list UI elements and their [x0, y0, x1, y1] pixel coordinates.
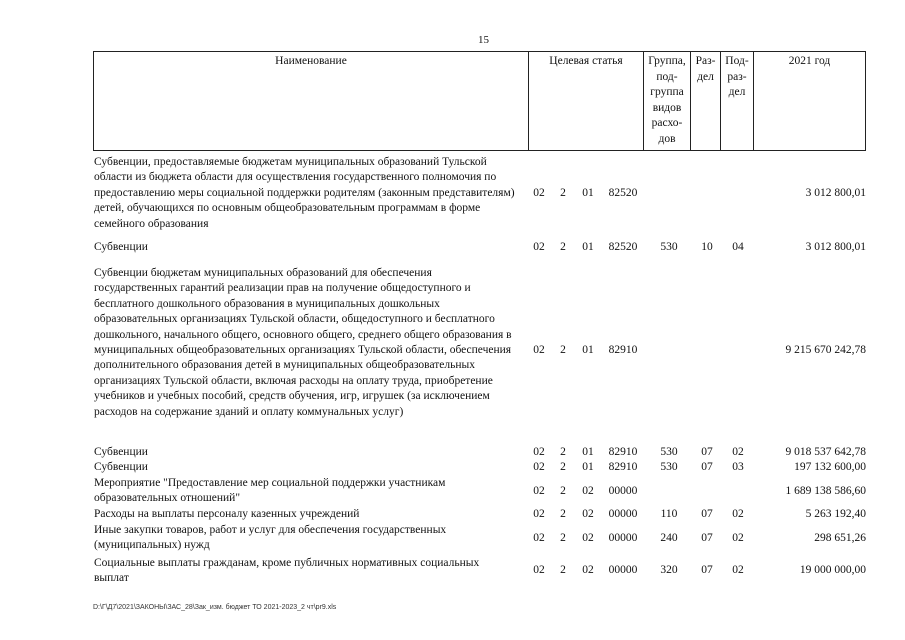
code-subsection: 02 — [732, 508, 744, 520]
header-group-line: дов — [658, 132, 676, 145]
header-group-line: Группа, — [648, 55, 686, 67]
header-year: 2021 год — [788, 55, 831, 67]
code-event: 01 — [582, 446, 594, 458]
code-section: 07 — [701, 508, 713, 520]
header-group-line: под- — [656, 70, 678, 83]
code-subprogram: 2 — [560, 461, 566, 473]
row-name: Субвенции — [94, 446, 148, 458]
code-direction: 82910 — [608, 344, 638, 356]
row-amount: 5 263 192,40 — [805, 508, 866, 520]
code-direction: 82910 — [608, 446, 638, 458]
row-name: Субвенции бюджетам муниципальных образований для обеспечения государственных гарантий реализации прав на получение общедоступного и бесплатного дошкольного образования в муниципальных дошкольных образовательных организациях Тульской области, общедоступного и бесплатного дошкольного, начального общего, основного общего, среднего общего образования в муниципальных общеобразовательных организациях Тульской области, обеспечения дополнительного образования детей в муниципальных общеобразовательных организациях Тульской области, включая расходы на оплату труда, приобретение учебников и учебных пособий, средств обучения, игр, игрушек (за исключением расходов на содержание зданий и оплату коммунальных услуг) — [94, 267, 512, 418]
code-subprogram: 2 — [560, 446, 566, 458]
code-direction: 00000 — [608, 564, 638, 576]
code-subprogram: 2 — [560, 564, 566, 576]
code-subsection: 03 — [732, 461, 744, 473]
code-direction: 00000 — [608, 532, 638, 544]
header-group-line: расхо- — [651, 117, 683, 129]
code-section: 07 — [701, 461, 713, 473]
row-amount: 19 000 000,00 — [799, 564, 866, 576]
code-program: 02 — [533, 241, 545, 253]
code-program: 02 — [533, 564, 545, 576]
code-program: 02 — [533, 485, 545, 497]
header-group-line: группа — [650, 86, 684, 98]
code-direction: 82520 — [608, 187, 638, 199]
code-program: 02 — [533, 344, 545, 356]
code-event: 01 — [582, 344, 594, 356]
code-subsection: 04 — [732, 241, 744, 253]
code-subprogram: 2 — [560, 241, 566, 253]
code-program: 02 — [533, 187, 545, 199]
header-subsection — [721, 52, 754, 150]
header-section — [691, 52, 721, 150]
code-group: 530 — [660, 446, 678, 458]
code-event: 02 — [582, 508, 594, 520]
file-path-footer: D:\Г\Д7\2021\ЗАКОНЫ\ЗАС_28\Зак_изм. бюджет ТО 2021-2023_2 чт\pr9.xls — [93, 604, 337, 611]
code-subsection: 02 — [732, 564, 744, 576]
code-subsection: 02 — [732, 446, 744, 458]
row-name: Социальные выплаты гражданам, кроме публичных нормативных социальных выплат — [94, 557, 480, 585]
header-section-line: дел — [697, 70, 714, 83]
row-amount: 197 132 600,00 — [794, 461, 866, 473]
row-name: Расходы на выплаты персоналу казенных учреждений — [94, 508, 360, 520]
code-subprogram: 2 — [560, 508, 566, 520]
row-amount: 1 689 138 586,60 — [785, 485, 866, 497]
code-program: 02 — [533, 508, 545, 520]
header-section-line: Раз- — [695, 55, 716, 67]
code-group: 530 — [660, 461, 678, 473]
row-amount: 9 018 537 642,78 — [785, 446, 866, 458]
table-header — [93, 51, 866, 151]
row-amount: 3 012 800,01 — [805, 187, 866, 199]
code-section: 07 — [701, 564, 713, 576]
row-name: Субвенции, предоставляемые бюджетам муниципальных образований Тульской области из бюджета области для осуществления государственного полномочия по предоставлению меры социальной поддержки родителям (законным представителям) детей, обучающихся по основным общеобразовательным программам в форме семейного образования — [94, 156, 515, 230]
code-program: 02 — [533, 532, 545, 544]
code-group: 530 — [660, 241, 678, 253]
header-group — [644, 52, 691, 150]
code-event: 01 — [582, 187, 594, 199]
header-name: Наименование — [94, 52, 529, 150]
code-event: 01 — [582, 461, 594, 473]
code-event: 02 — [582, 564, 594, 576]
code-section: 07 — [701, 446, 713, 458]
row-name: Субвенции — [94, 461, 148, 473]
row-name: Субвенции — [94, 241, 148, 253]
row-name: Мероприятие "Предоставление мер социальной поддержки участникам образовательных отношений" — [94, 477, 446, 505]
row-name: Иные закупки товаров, работ и услуг для обеспечения государственных (муниципальных) нужд — [94, 524, 447, 552]
header-subsection-line: раз- — [727, 70, 747, 83]
code-section: 07 — [701, 532, 713, 544]
code-event: 01 — [582, 241, 594, 253]
code-program: 02 — [533, 461, 545, 473]
code-direction: 82520 — [608, 241, 638, 253]
code-subprogram: 2 — [560, 532, 566, 544]
code-section: 10 — [701, 241, 713, 253]
header-group-line: видов — [652, 101, 682, 114]
header-target: Целевая статья — [529, 52, 644, 150]
header-subsection-line: Под- — [725, 55, 749, 67]
code-subsection: 02 — [732, 532, 744, 544]
code-program: 02 — [533, 446, 545, 458]
code-group: 240 — [660, 532, 678, 544]
code-group: 320 — [660, 564, 678, 576]
header-subsection-line: дел — [728, 86, 746, 98]
code-direction: 82910 — [608, 461, 638, 473]
row-amount: 3 012 800,01 — [805, 241, 866, 253]
code-event: 02 — [582, 485, 594, 497]
code-event: 02 — [582, 532, 594, 544]
row-amount: 298 651,26 — [814, 532, 866, 544]
code-direction: 00000 — [608, 485, 638, 497]
code-subprogram: 2 — [560, 344, 566, 356]
page-number: 15 — [478, 34, 489, 46]
code-direction: 00000 — [608, 508, 638, 520]
code-subprogram: 2 — [560, 187, 566, 199]
code-group: 110 — [660, 508, 678, 520]
row-amount: 9 215 670 242,78 — [785, 344, 866, 356]
code-subprogram: 2 — [560, 485, 566, 497]
